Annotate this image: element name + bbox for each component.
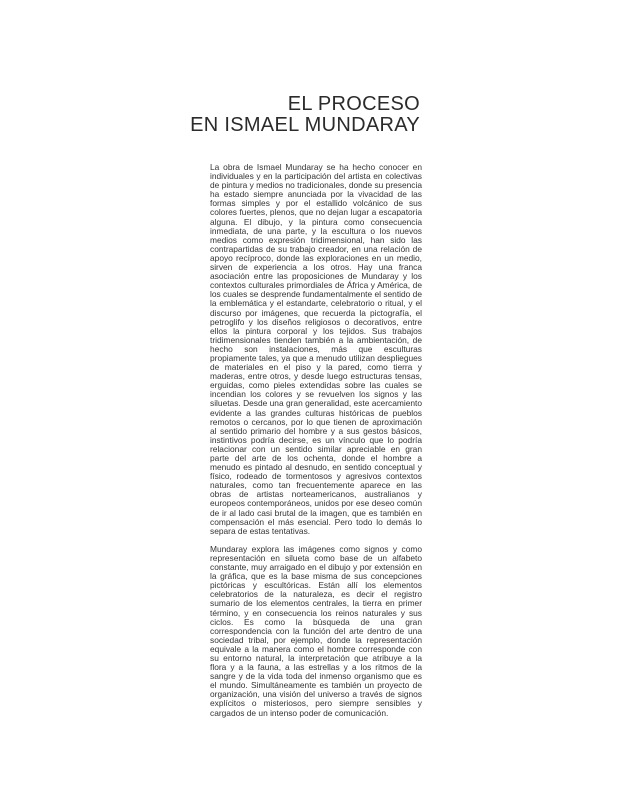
article-title-line-2: EN ISMAEL MUNDARAY xyxy=(190,114,420,136)
body-paragraph-1: La obra de Ismael Mundaray se ha hecho conocer en individuales y en la participación del artista en colectivas de pintura y medios no tradicionales, donde su presencia ha estado siempre anunciada por la vivacidad de las formas simples y por el estallido volcánico de sus colores fuertes, plenos, que no dejan lugar a escapatoria alguna. El dibujo, y la pintura como consecuencia inmediata, de una parte, y la escultura o los nuevos medios como expresión tridimensional, han sido las contrapartidas de su trabajo creador, en una relación de apoyo recíproco, donde las exploraciones en un medio, sirven de experiencia a los otros. Hay una franca asociación entre las proposiciones de Mundaray y los contextos culturales primordiales de África y América, de los cuales se desprende fundamentalmente el sentido de la emblemática y el estandarte, celebratorio o ritual, y el discurso por imágenes, que recuerda la pictografía, el petroglifo y los diseños religiosos o decorativos, entre ellos la pintura corporal y los tejidos. Sus trabajos tridimensionales tienden también a la ambientación, de hecho son instalaciones, más que esculturas propiamente tales, ya que a menudo utilizan despliegues de materiales en el piso y la pared, como tierra y maderas, entre otros, y desde luego estructuras tensas, erguidas, como pieles extendidas sobre las cuales se incendian los colores y se revuelven los signos y las siluetas. Desde una gran generalidad, este acercamiento evidente a las grandes culturas históricas de pueblos remotos o cercanos, por lo que tienen de aproximación al sentido primario del hombre y a sus gestos básicos, instintivos podría decirse, es un vínculo que lo podría relacionar con un sentido similar apreciable en gran parte del arte de los ochenta, donde el hombre a menudo es pintado al desnudo, en sentido conceptual y físico, rodeado de tormentosos y agresivos contextos naturales, como tan frecuentemente aparece en las obras de artistas norteamericanos, australianos y europeos contemporáneos, unidos por ese deseo común de ir al lado casi brutal de la imagen, que es también en compensación el más esencial. Pero todo lo demás lo separa de estas tentativas. xyxy=(210,162,422,536)
article-body xyxy=(210,163,422,718)
article-title-line-1: EL PROCESO xyxy=(287,93,420,115)
article-title xyxy=(180,94,420,136)
body-paragraph-2: Mundaray explora las imágenes como signos y como representación en silueta como base de un alfabeto constante, muy arraigado en el dibujo y por extensión en la gráfica, que es la base misma de sus concepciones pictóricas y escultóricas. Están allí los elementos celebratorios de la naturaleza, es decir el registro sumario de los elementos centrales, la tierra en primer término, y en consecuencia los reinos naturales y sus ciclos. Es como la búsqueda de una gran correspondencia con la función del arte dentro de una sociedad tribal, por ejemplo, donde la representación equivale a la manera como el hombre corresponde con su entorno natural, la interpretación que atribuye a la flora y a la fauna, a las estrellas y a los ritmos de la sangre y de la vida toda del inmenso organismo que es el mundo. Simultáneamente es también un proyecto de organización, una visión del universo a través de signos explícitos o misteriosos, pero siempre sensibles y cargados de un intenso poder de comunicación. xyxy=(210,543,422,718)
